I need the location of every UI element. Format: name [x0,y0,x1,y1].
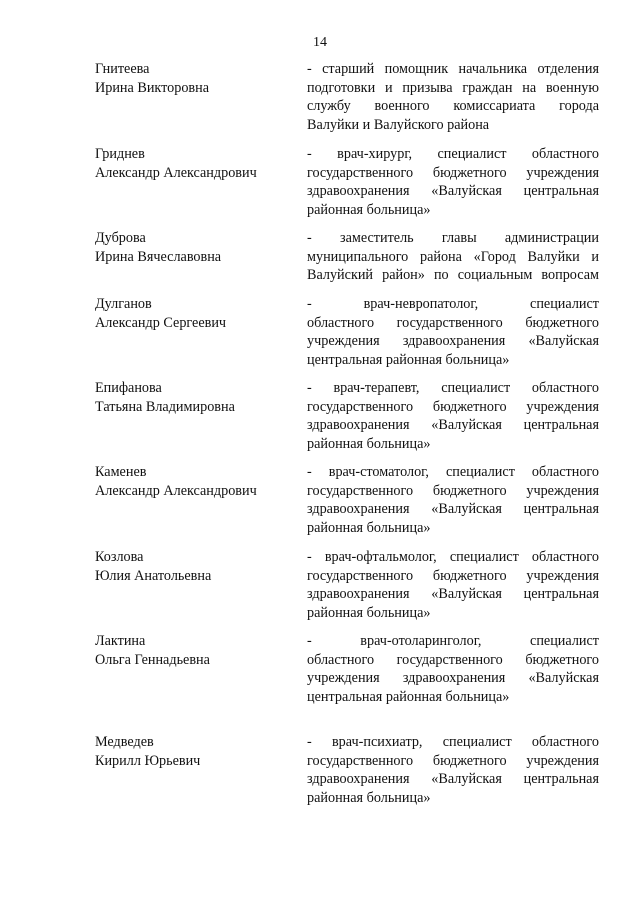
person-role [307,229,599,285]
person-role [307,60,599,134]
surname: Дуброва [95,230,146,246]
role-line: районная больница» [307,789,431,806]
given-names: Ирина Викторовна [95,79,210,96]
role-line: центральная районная больница» [307,688,510,705]
given-names: Юлия Анатольевна [95,567,212,584]
surname: Дулганов [95,296,152,312]
role-line: Валуйки и Валуйского района [307,116,490,133]
role-line: районная больница» [307,201,431,218]
person-name [95,379,295,416]
person-role [307,379,599,453]
person-name [95,632,295,669]
person-role [307,145,599,219]
role-line: государственного бюджетного учреждения [307,752,599,769]
surname: Лактина [95,633,146,649]
role-line: здравоохранения «Валуйская центральная [307,501,599,517]
role-line: здравоохранения «Валуйская центральная [307,586,599,602]
given-names: Ольга Геннадьевна [95,651,210,668]
role-line: - врач-офтальмолог, специалист областного [307,549,599,565]
person-name [95,145,295,182]
person-name [95,463,295,500]
role-line: - врач-психиатр, специалист областного [307,734,599,750]
surname: Козлова [95,549,144,565]
role-line: Валуйский район» по социальным вопросам [307,267,599,283]
surname: Медведев [95,734,154,750]
person-role [307,733,599,807]
role-line: государственного бюджетного учреждения [307,164,599,181]
role-line: муниципального района «Город Валуйки и [307,248,599,265]
role-line: областного государственного бюджетного [307,314,599,331]
role-line: здравоохранения «Валуйская центральная [307,771,599,787]
role-line: государственного бюджетного учреждения [307,567,599,584]
role-line: - врач-терапевт, специалист областного [307,380,599,396]
surname: Епифанова [95,380,162,396]
surname: Каменев [95,464,147,480]
role-line: районная больница» [307,604,431,621]
role-line: службу военного комиссариата города [307,98,599,114]
role-line: центральная районная больница» [307,351,510,368]
person-role [307,463,599,537]
person-name [95,733,295,770]
role-line: - врач-хирург, специалист областного [307,146,599,162]
role-line: государственного бюджетного учреждения [307,482,599,499]
person-role [307,632,599,706]
person-name [95,295,295,332]
role-line: здравоохранения «Валуйская центральная [307,417,599,433]
given-names: Ирина Вячеславовна [95,248,222,265]
role-line: здравоохранения «Валуйская центральная [307,183,599,199]
role-line: областного государственного бюджетного [307,651,599,668]
role-line: - старший помощник начальника отделения [307,61,599,77]
role-line: учреждения здравоохранения «Валуйская [307,670,599,686]
surname: Гриднев [95,146,145,162]
surname: Гнитеева [95,61,150,77]
person-name [95,229,295,266]
page-number: 14 [313,35,327,50]
role-line: районная больница» [307,435,431,452]
role-line: - врач-невропатолог, специалист [307,296,599,312]
person-name [95,60,295,97]
role-line: районная больница» [307,519,431,536]
role-line: - врач-отоларинголог, специалист [307,633,599,649]
person-role [307,548,599,622]
given-names: Александр Александрович [95,482,257,499]
given-names: Татьяна Владимировна [95,398,235,415]
role-line: учреждения здравоохранения «Валуйская [307,333,599,349]
given-names: Александр Сергеевич [95,314,227,331]
role-line: подготовки и призыва граждан на военную [307,79,599,96]
given-names: Кирилл Юрьевич [95,752,201,769]
given-names: Александр Александрович [95,164,257,181]
role-line: государственного бюджетного учреждения [307,398,599,415]
role-line: - заместитель главы администрации [307,230,599,246]
person-role [307,295,599,369]
person-name [95,548,295,585]
role-line: - врач-стоматолог, специалист областного [307,464,599,480]
